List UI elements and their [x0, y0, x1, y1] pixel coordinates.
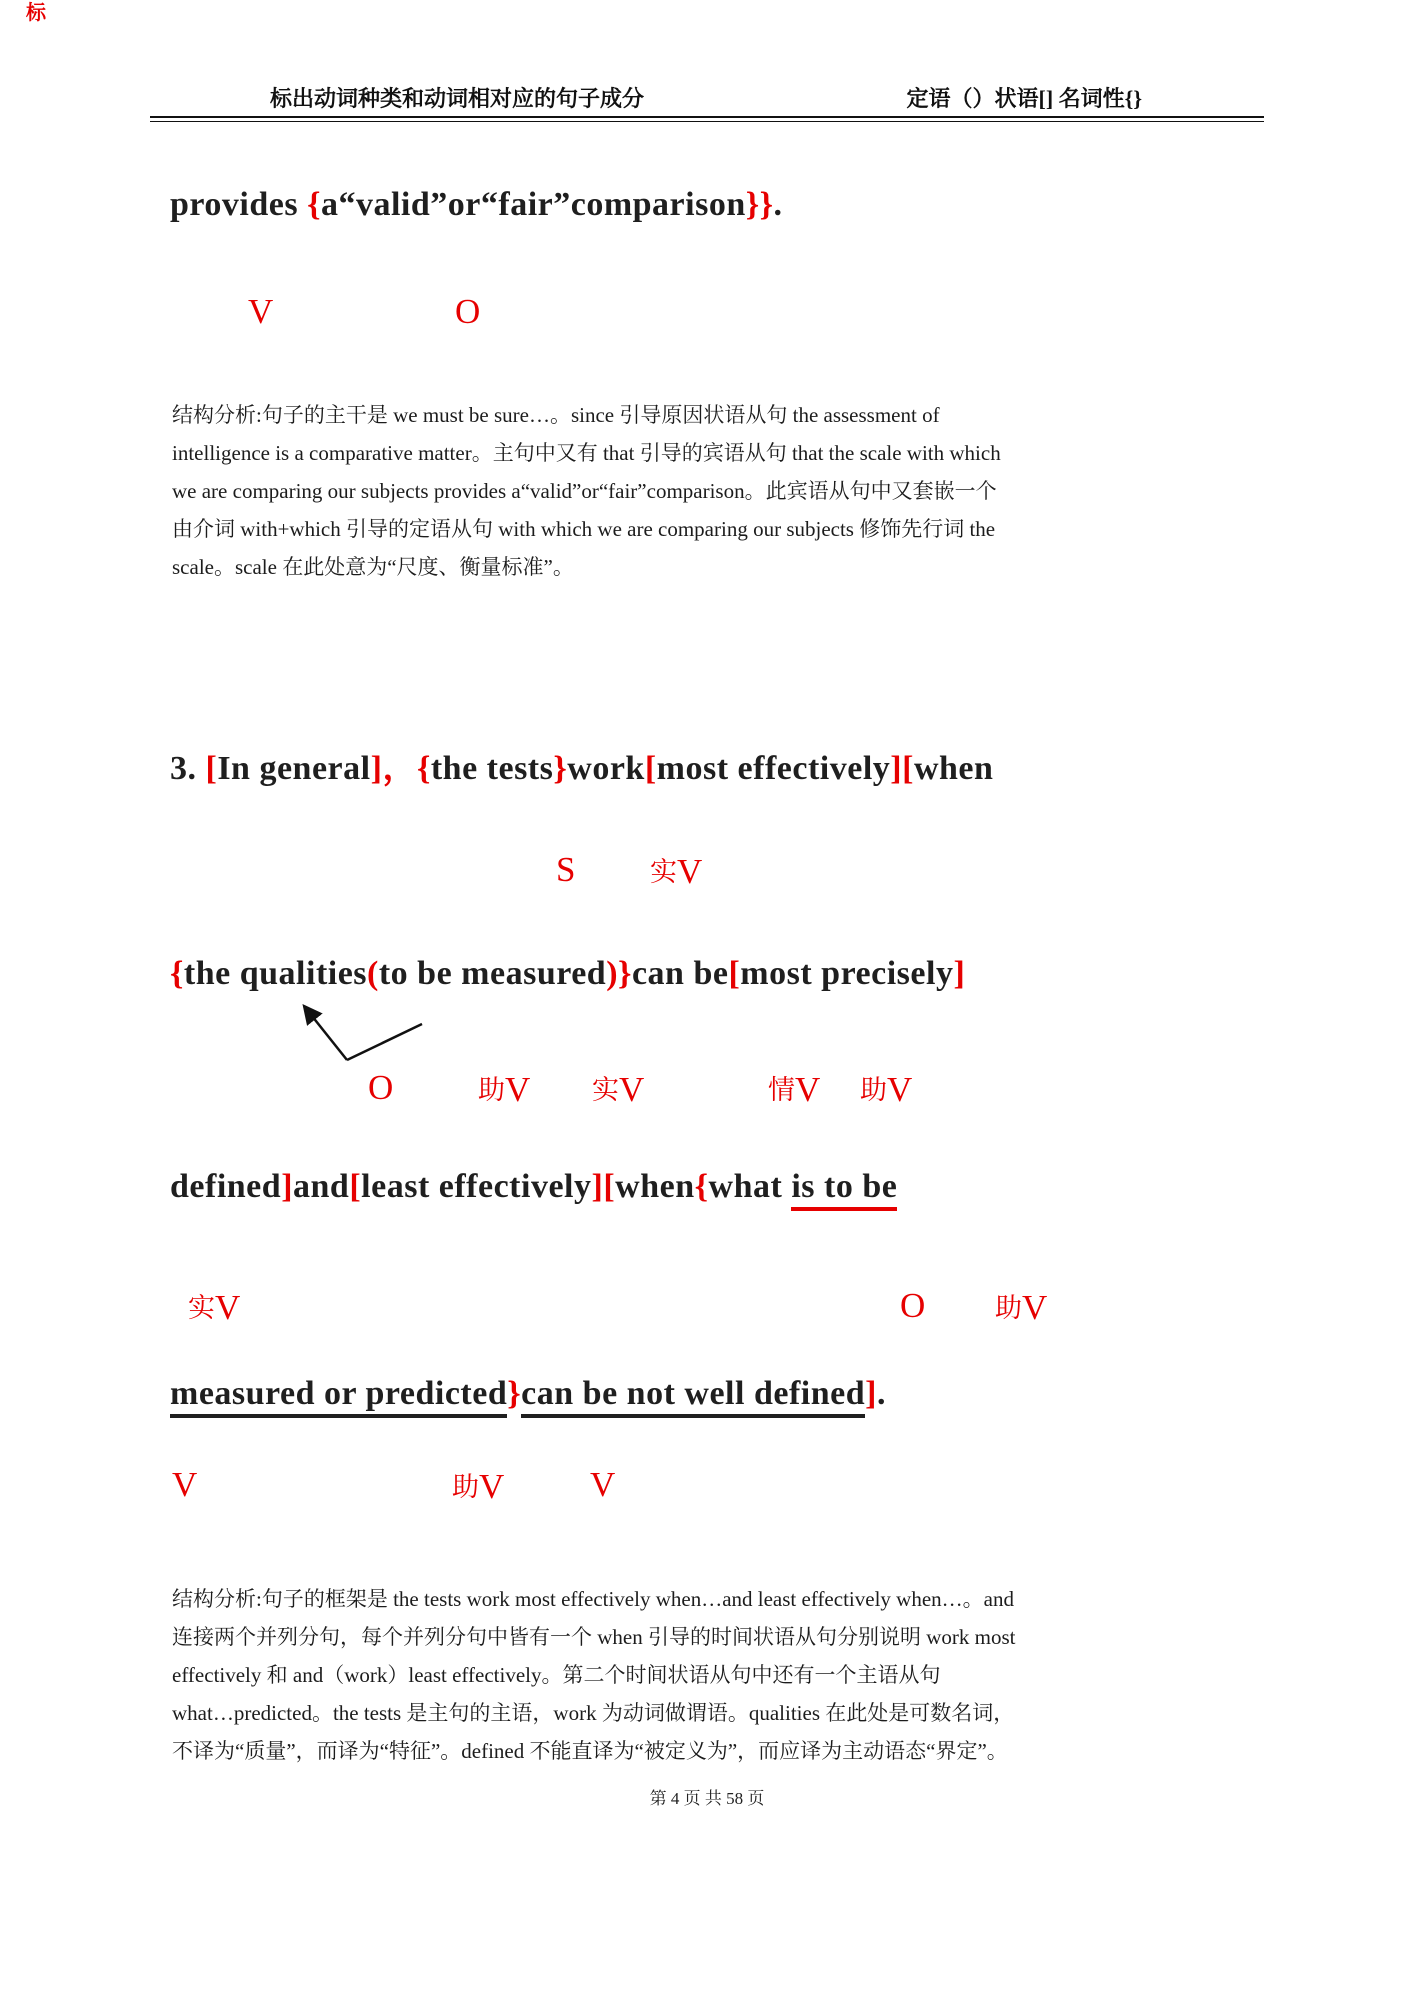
text-segment: most effectively: [656, 750, 891, 787]
text-segment: can be not well defined: [521, 1375, 865, 1418]
grammar-label: [478, 1068, 530, 1110]
text-segment: {: [416, 750, 431, 787]
text-segment: the tests: [430, 750, 554, 787]
grammar-label-letter: O: [368, 1068, 394, 1107]
text-segment: can be: [631, 955, 729, 992]
grammar-label-row-1: [0, 292, 1414, 338]
text-segment: (: [367, 955, 379, 992]
grammar-label: [650, 850, 702, 892]
analysis-paragraph-1: [172, 396, 1274, 586]
grammar-label: [995, 1286, 1047, 1328]
text-segment: [: [349, 1168, 362, 1205]
text-segment: 3.: [170, 750, 206, 787]
text-segment: provides: [170, 186, 308, 223]
grammar-label-letter: O: [900, 1286, 926, 1325]
grammar-label-cn: 助: [860, 1075, 887, 1105]
header-title-left: 标出动词种类和动词相对应的句子成分: [270, 86, 645, 111]
grammar-label-cn: 实: [188, 1293, 215, 1323]
annotation-arrow: [290, 998, 440, 1068]
grammar-label: [368, 1068, 393, 1108]
grammar-label-letter: V: [619, 1070, 645, 1109]
page-header: [150, 82, 1264, 112]
grammar-label-letter: V: [172, 1465, 198, 1504]
text-segment: .: [876, 1375, 886, 1412]
text-segment: least effectively: [361, 1168, 592, 1205]
text-segment: {: [170, 955, 184, 992]
grammar-label-row-2: [0, 850, 1414, 896]
paragraph-line: 连接两个并列分句，每个并列分句中皆有一个 when 引导的时间状语从句分别说明 work most: [172, 1625, 1016, 1649]
grammar-label: [768, 1068, 820, 1110]
grammar-label-letter: V: [248, 292, 274, 331]
grammar-label-cn: 实: [592, 1075, 619, 1105]
text-segment: ]: [953, 955, 966, 992]
text-segment: measured or predicted: [170, 1375, 507, 1418]
paragraph-line: 不译为“质量”，而译为“特征”。defined 不能直译为“被定义为”，而应译为主动语态“界定”。: [172, 1739, 1008, 1763]
text-segment: what: [708, 1168, 792, 1205]
text-segment: most precisely: [740, 955, 954, 992]
grammar-label: [592, 1068, 644, 1110]
text-segment: ]: [370, 750, 383, 787]
analysis-paragraph-2: [172, 1580, 1274, 1770]
grammar-label-row-4: [0, 1286, 1414, 1332]
grammar-label-row-5: [0, 1465, 1414, 1511]
text-segment: ][: [890, 750, 914, 787]
grammar-label: [590, 1465, 615, 1505]
paragraph-line: scale。scale 在此处意为“尺度、衡量标准”。: [172, 555, 574, 579]
header-legend-right: 定语（）状语[] 名词性{}: [906, 86, 1142, 111]
grammar-label: [248, 292, 273, 332]
text-segment: when: [615, 1168, 695, 1205]
grammar-label: [556, 850, 575, 890]
grammar-label-letter: V: [479, 1467, 505, 1506]
paragraph-line: 结构分析:句子的主干是 we must be sure…。since 引导原因状语从句 the assessment of: [172, 403, 940, 427]
header-rule: [150, 116, 1264, 122]
grammar-label: [452, 1465, 504, 1507]
text-segment: work: [567, 750, 645, 787]
grammar-label-cn: 助: [452, 1472, 479, 1502]
text-segment: [: [205, 750, 218, 787]
grammar-label: [900, 1286, 925, 1326]
grammar-label-letter: V: [795, 1070, 821, 1109]
grammar-label: [860, 1068, 912, 1110]
grammar-label-letter: V: [505, 1070, 531, 1109]
text-segment: }: [507, 1375, 522, 1412]
text-segment: .: [773, 186, 783, 223]
sentence-3-line-1: [170, 740, 993, 789]
text-segment: ]: [281, 1168, 294, 1205]
grammar-label-cn: 实: [650, 857, 677, 887]
corner-mark: 标: [26, 2, 46, 24]
grammar-label-letter: S: [556, 850, 576, 889]
text-segment: [: [644, 750, 657, 787]
grammar-label-row-3: [0, 1068, 1414, 1114]
grammar-label-letter: V: [887, 1070, 913, 1109]
grammar-label: [172, 1465, 197, 1505]
sentence-fragment-2: [170, 186, 783, 224]
paragraph-line: 结构分析:句子的框架是 the tests work most effectively when…and least effectively when…。and: [172, 1587, 1014, 1611]
grammar-label: [455, 292, 480, 332]
paragraph-line: intelligence is a comparative matter。主句中又有 that 引导的宾语从句 that the scale with which: [172, 441, 1001, 465]
text-segment: [: [728, 955, 741, 992]
paragraph-line: 由介词 with+which 引导的定语从句 with which we are comparing our subjects 修饰先行词 the: [172, 517, 996, 541]
text-segment: }}: [745, 186, 774, 223]
grammar-label-letter: V: [590, 1465, 616, 1504]
grammar-label-cn: 情: [768, 1075, 795, 1105]
sentence-3-line-3: [170, 1168, 897, 1206]
sentence-3-line-2: [170, 955, 965, 993]
paragraph-line: we are comparing our subjects provides a“valid”or“fair”comparison。此宾语从句中又套嵌一个: [172, 479, 997, 503]
grammar-label-letter: V: [215, 1288, 241, 1327]
text-segment: when: [913, 750, 994, 787]
text-segment: is to be: [791, 1168, 897, 1211]
text-segment: ，: [382, 750, 417, 787]
text-segment: to be measured: [378, 955, 607, 992]
grammar-label: [188, 1286, 240, 1328]
text-segment: the qualities: [183, 955, 368, 992]
page-number: 第 4 页 共 58 页: [649, 1789, 765, 1808]
text-segment: }: [553, 750, 568, 787]
sentence-3-line-4: [170, 1375, 886, 1413]
grammar-label-letter: V: [677, 852, 703, 891]
text-segment: and: [293, 1168, 350, 1205]
page-footer: [0, 1784, 1414, 1809]
grammar-label-letter: V: [1022, 1288, 1048, 1327]
text-segment: a“valid”or“fair”comparison: [320, 186, 746, 223]
grammar-label-cn: 助: [995, 1293, 1022, 1323]
text-segment: ]: [865, 1375, 877, 1412]
text-segment: defined: [170, 1168, 282, 1205]
paragraph-line: what…predicted。the tests 是主句的主语，work 为动词做谓语。qualities 在此处是可数名词，: [172, 1701, 1015, 1725]
text-segment: )}: [606, 955, 632, 992]
paragraph-line: effectively 和 and（work）least effectively。第二个时间状语从句中还有一个主语从句: [172, 1663, 941, 1687]
grammar-label-cn: 助: [478, 1075, 505, 1105]
text-segment: {: [694, 1168, 709, 1205]
text-segment: {: [307, 186, 321, 223]
text-segment: In general: [217, 750, 371, 787]
text-segment: ][: [591, 1168, 616, 1205]
grammar-label-letter: O: [455, 292, 481, 331]
